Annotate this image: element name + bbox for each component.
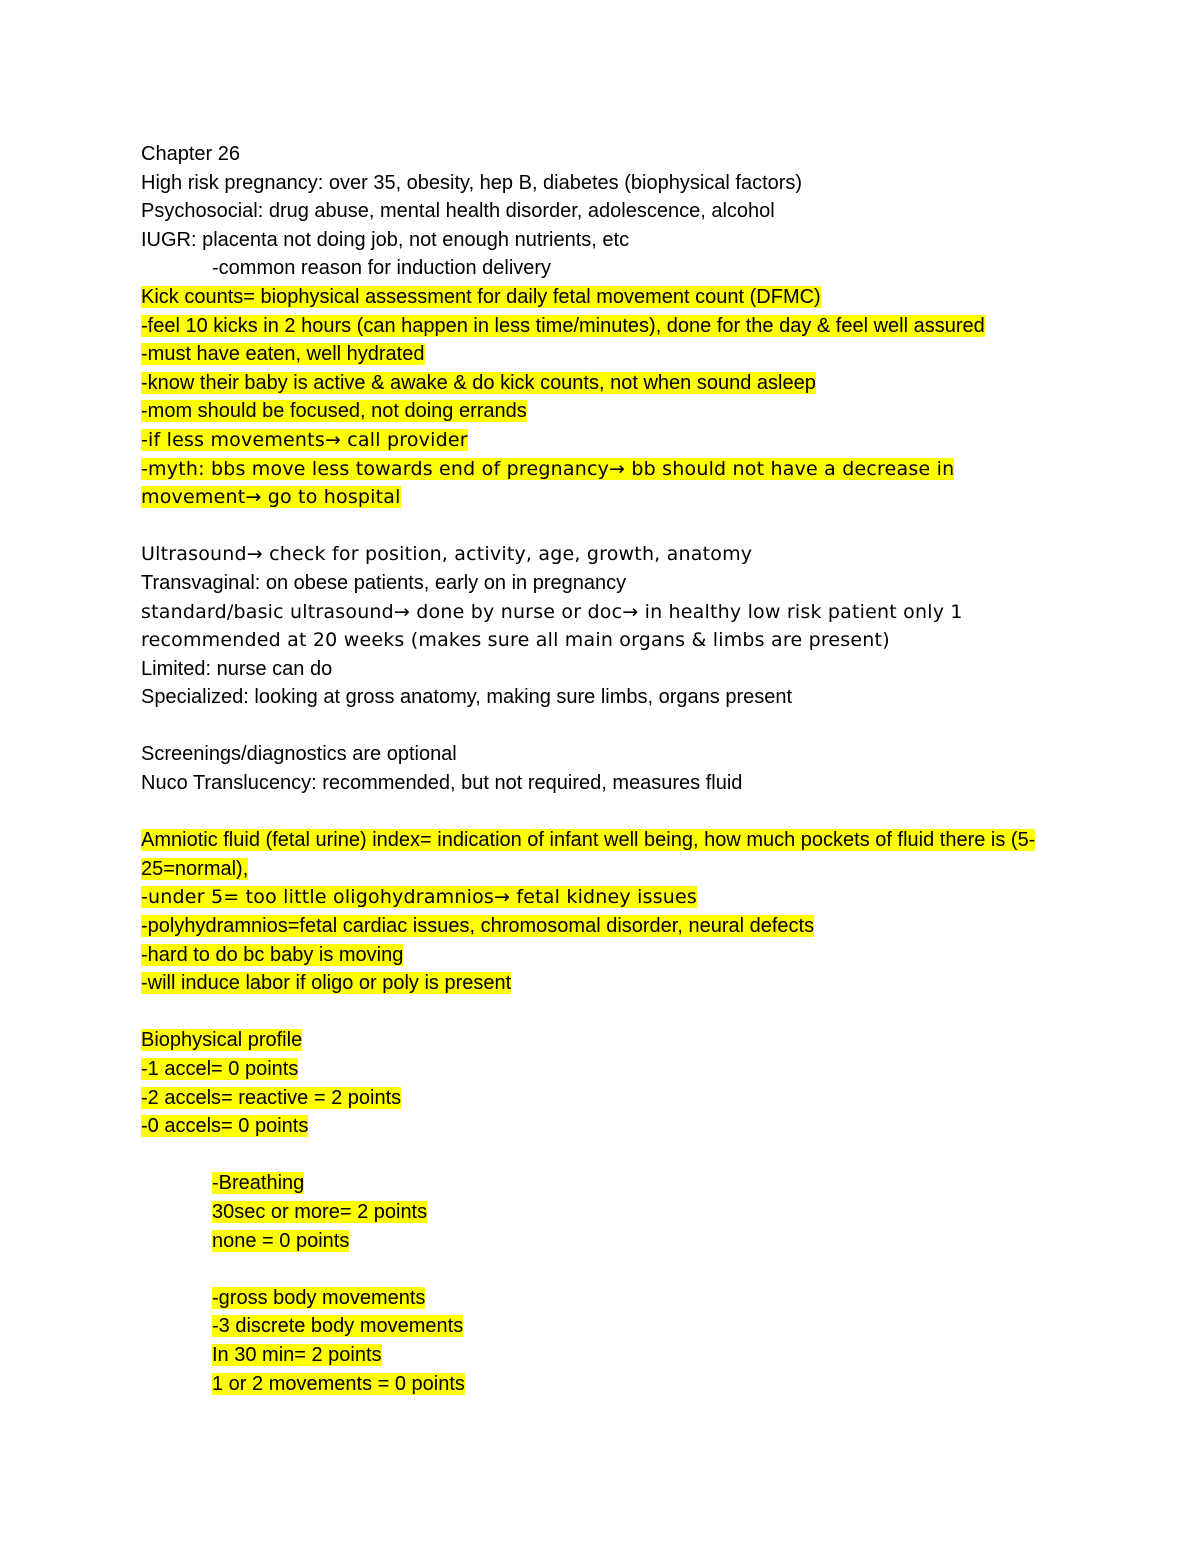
text-line (141, 1169, 1061, 1198)
blank-line (141, 998, 1061, 1027)
text-line (141, 312, 1061, 341)
line-text: Ultrasound→ check for position, activity, age, growth, anatomy (141, 543, 753, 566)
text-line (141, 1284, 1061, 1313)
highlighted-text: -will induce labor if oligo or poly is present (141, 972, 512, 995)
highlighted-text: -know their baby is active & awake & do kick counts, not when sound asleep (141, 371, 816, 394)
line-text: Nuco Translucency: recommended, but not required, measures fluid (141, 772, 743, 795)
line-text: Specialized: looking at gross anatomy, making sure limbs, organs present (141, 686, 793, 709)
text-line (141, 569, 1061, 598)
blank-line (141, 798, 1061, 827)
highlighted-text: -2 accels= reactive = 2 points (141, 1086, 402, 1109)
blank-line (141, 1141, 1061, 1170)
text-line (141, 883, 1061, 912)
text-line (141, 1055, 1061, 1084)
blank-line (141, 512, 1061, 541)
highlighted-text: 1 or 2 movements = 0 points (212, 1372, 465, 1395)
text-line (141, 1370, 1061, 1399)
highlighted-text: -gross body movements (212, 1286, 426, 1309)
text-line (141, 941, 1061, 970)
highlighted-text: Amniotic fluid (fetal urine) index= indication of infant well being, how much pockets of fluid there is (5-25=normal), (141, 829, 1036, 880)
line-text: Limited: nurse can do (141, 657, 333, 680)
text-line (141, 1198, 1061, 1227)
highlighted-text: -3 discrete body movements (212, 1315, 464, 1338)
highlighted-text: -feel 10 kicks in 2 hours (can happen in less time/minutes), done for the day & feel well assured (141, 314, 985, 337)
text-line (141, 426, 1061, 455)
blank-line (141, 712, 1061, 741)
text-line (141, 1026, 1061, 1055)
text-line (141, 1084, 1061, 1113)
text-line (141, 1341, 1061, 1370)
text-line (141, 769, 1061, 798)
blank-line (141, 1255, 1061, 1284)
text-line (141, 598, 1061, 655)
text-line (141, 969, 1061, 998)
text-line (141, 397, 1061, 426)
line-text: Screenings/diagnostics are optional (141, 743, 457, 766)
text-line (141, 912, 1061, 941)
text-line (141, 1227, 1061, 1256)
highlighted-text: -polyhydramnios=fetal cardiac issues, chromosomal disorder, neural defects (141, 915, 815, 938)
text-line (141, 283, 1061, 312)
highlighted-text: -1 accel= 0 points (141, 1058, 299, 1080)
highlighted-text: -0 accels= 0 points (141, 1115, 309, 1138)
highlighted-text: -myth: bbs move less towards end of pregnancy→ bb should not have a decrease in movement→ go to hospital (141, 457, 955, 509)
text-line (141, 140, 1061, 169)
line-text: standard/basic ultrasound→ done by nurse or doc→ in healthy low risk patient only 1 recommended at 20 weeks (makes sure all main organs & limbs are present) (141, 600, 963, 652)
line-text: IUGR: placenta not doing job, not enough nutrients, etc (141, 228, 630, 251)
line-text: High risk pregnancy: over 35, obesity, hep B, diabetes (biophysical factors) (141, 171, 803, 194)
highlighted-text: Biophysical profile (141, 1029, 303, 1052)
text-line (141, 740, 1061, 769)
text-line (141, 540, 1061, 569)
text-line (141, 369, 1061, 398)
text-line (141, 655, 1061, 684)
text-line (141, 169, 1061, 198)
highlighted-text: -must have eaten, well hydrated (141, 343, 425, 366)
text-line (141, 197, 1061, 226)
highlighted-text: In 30 min= 2 points (212, 1343, 382, 1366)
line-text: Transvaginal: on obese patients, early on in pregnancy (141, 571, 627, 594)
text-line (141, 254, 1061, 283)
highlighted-text: -if less movements→ call provider (141, 428, 468, 451)
text-line (141, 826, 1061, 883)
highlighted-text: -mom should be focused, not doing errands (141, 400, 527, 423)
text-line (141, 226, 1061, 255)
highlighted-text: -Breathing (212, 1172, 305, 1195)
document-page (141, 140, 1061, 1398)
line-text: Chapter 26 (141, 143, 240, 165)
text-line (141, 1312, 1061, 1341)
text-line (141, 455, 1061, 512)
highlighted-text: -under 5= too little oligohydramnios→ fetal kidney issues (141, 886, 698, 909)
text-line (141, 340, 1061, 369)
highlighted-text: -hard to do bc baby is moving (141, 943, 404, 966)
text-line (141, 683, 1061, 712)
line-text: -common reason for induction delivery (212, 257, 552, 280)
text-line (141, 1112, 1061, 1141)
highlighted-text: Kick counts= biophysical assessment for daily fetal movement count (DFMC) (141, 285, 821, 308)
line-text: Psychosocial: drug abuse, mental health disorder, adolescence, alcohol (141, 200, 775, 223)
highlighted-text: none = 0 points (212, 1229, 350, 1252)
highlighted-text: 30sec or more= 2 points (212, 1200, 428, 1223)
